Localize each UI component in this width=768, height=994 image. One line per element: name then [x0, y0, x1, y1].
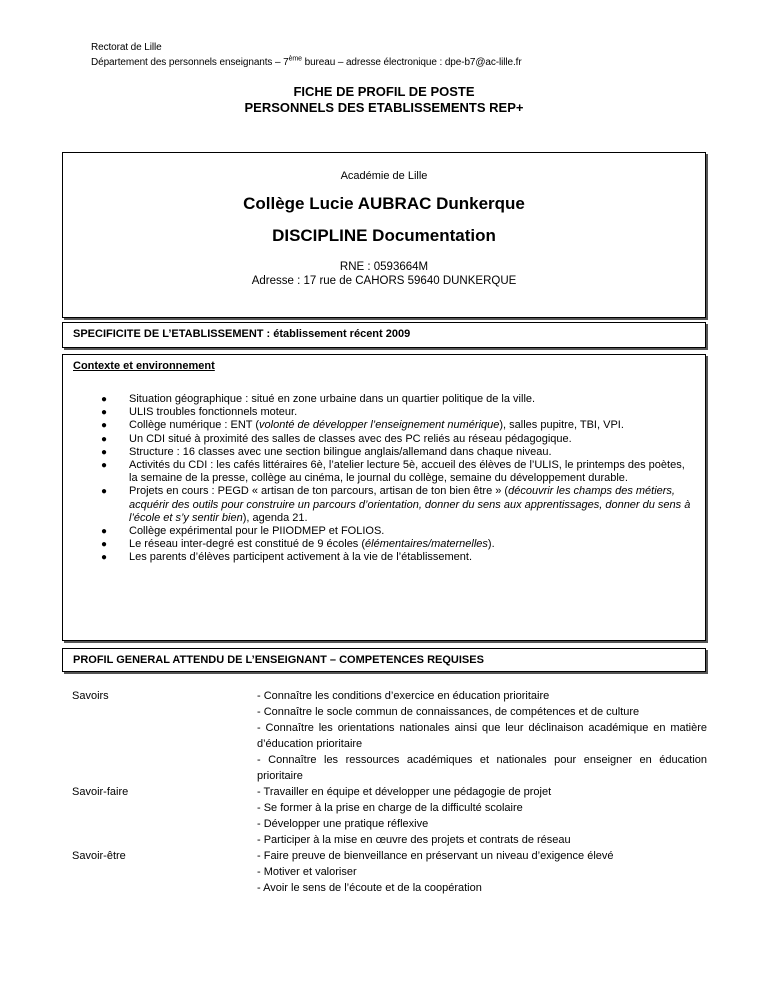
savoir-etre-item: - Avoir le sens de l’écoute et de la coopération — [257, 882, 482, 894]
list-item — [73, 525, 693, 538]
savoir-faire-label: Savoir-faire — [72, 786, 129, 798]
list-item — [73, 393, 693, 406]
contexte-box — [62, 354, 706, 641]
competences-list — [257, 688, 707, 896]
header-line-departement — [91, 55, 522, 70]
savoir-etre-item: - Faire preuve de bienveillance en préservant un niveau d’exigence élevé — [257, 850, 614, 862]
list-item — [73, 485, 693, 525]
bullet-icon: ● — [101, 552, 108, 564]
document-title — [0, 84, 768, 116]
list-item-text: ULIS troubles fonctionnels moteur. — [129, 406, 298, 419]
header-dept-text: Département des personnels enseignants – 7 — [91, 57, 289, 68]
list-item-text: Projets en cours : PEGD « artisan de ton parcours, artisan de ton bien être » ( — [129, 485, 509, 498]
list-item-italic: volonté de développer l’enseignement numérique — [259, 419, 500, 432]
header-line-rectorat: Rectorat de Lille — [91, 42, 162, 53]
title-line-2: PERSONNELS DES ETABLISSEMENTS REP+ — [244, 100, 524, 115]
list-item — [73, 446, 693, 459]
list-item — [73, 419, 693, 432]
list-item-italic: élémentaires/maternelles — [365, 538, 488, 551]
list-item — [73, 551, 693, 564]
list-item-text: Collège expérimental pour le PIIODMEP et FOLIOS. — [129, 525, 385, 538]
list-item-text: ). — [487, 538, 495, 551]
list-item-text: Situation géographique : situé en zone urbaine dans un quartier politique de la ville. — [129, 393, 536, 405]
profil-box — [62, 648, 706, 672]
list-item-italic: découvrir les champs des métiers, acquérir des outils pour construire un parcours d’orientation, donner du sens aux apprentissages, donner du sens à l’école et s’y sentir bien — [129, 485, 691, 524]
list-item-text: Le réseau inter-degré est constitué de 9 écoles ( — [129, 538, 366, 551]
savoir-faire-item: - Se former à la prise en charge de la difficulté scolaire — [257, 802, 523, 814]
list-item-text: Activités du CDI : les cafés littéraires 6è, l’atelier lecture 5è, accueil des élèves de l’ULIS, le printemps des poètes, la semaine de la presse, collège au cinéma, le journal du collège, semaine du développement durable. — [129, 459, 685, 485]
list-item-text: Un CDI situé à proximité des salles de classes avec des PC reliés au réseau pédagogique. — [129, 432, 572, 445]
profil-title: PROFIL GENERAL ATTENDU DE L’ENSEIGNANT – COMPETENCES REQUISES — [73, 654, 484, 666]
list-item-text: ), salles pupitre, TBI, VPI. — [499, 419, 624, 432]
savoir-faire-item: - Développer une pratique réflexive — [257, 818, 429, 830]
rne-address-block — [63, 260, 705, 288]
bullet-icon: ● — [101, 460, 108, 472]
savoirs-item: - Connaître les conditions d’exercice en éducation prioritaire — [257, 690, 550, 702]
list-item-text: Collège numérique : ENT ( — [129, 419, 260, 432]
savoirs-label: Savoirs — [72, 690, 109, 702]
discipline-name: DISCIPLINE Documentation — [272, 226, 496, 245]
academie-label: Académie de Lille — [340, 170, 428, 182]
header-superscript: ème — [288, 55, 302, 63]
rne-code: RNE : 0593664M — [339, 261, 429, 273]
list-item — [73, 406, 693, 419]
savoir-faire-item: - Travailler en équipe et développer une pédagogie de projet — [257, 786, 552, 798]
header-email-text: bureau – adresse électronique : dpe-b7@ac-lille.fr — [301, 57, 522, 68]
bullet-icon: ● — [101, 539, 108, 551]
bullet-icon: ● — [101, 407, 108, 419]
savoir-faire-item: - Participer à la mise en œuvre des projets et contrats de réseau — [257, 834, 571, 846]
bullet-icon: ● — [101, 394, 108, 405]
list-item-text: Les parents d’élèves participent activement à la vie de l’établissement. — [129, 551, 473, 564]
list-item — [73, 433, 693, 446]
list-item-text: Structure : 16 classes avec une section bilingue anglais/allemand dans chaque niveau. — [129, 445, 552, 458]
list-item — [73, 459, 693, 485]
bullet-icon: ● — [101, 433, 108, 445]
specificite-box — [62, 322, 706, 348]
list-item — [73, 538, 693, 551]
bullet-icon: ● — [101, 526, 108, 538]
contexte-title: Contexte et environnement — [73, 360, 215, 372]
contexte-list — [73, 393, 693, 565]
list-item-text: ), agenda 21. — [242, 511, 308, 524]
identity-box — [62, 152, 706, 318]
title-line-1: FICHE DE PROFIL DE POSTE — [293, 84, 475, 99]
bullet-icon: ● — [101, 446, 108, 458]
bullet-icon: ● — [101, 420, 108, 432]
savoir-etre-item: - Motiver et valoriser — [257, 866, 357, 878]
savoirs-item: - Connaître les orientations nationales ainsi que leur déclinaison académique en matière d’éducation prioritaire — [257, 722, 707, 750]
school-address: Adresse : 17 rue de CAHORS 59640 DUNKERQUE — [251, 275, 517, 287]
savoirs-item: - Connaître le socle commun de connaissances, de compétences et de culture — [257, 706, 640, 718]
college-name: Collège Lucie AUBRAC Dunkerque — [243, 194, 525, 213]
document-header — [91, 40, 522, 70]
savoirs-item: - Connaître les ressources académiques et nationales pour enseigner en éducation prioritaire — [257, 754, 707, 782]
savoir-etre-label: Savoir-être — [72, 850, 126, 862]
specificite-text: SPECIFICITE DE L’ETABLISSEMENT : établissement récent 2009 — [73, 328, 411, 340]
bullet-icon: ● — [101, 486, 108, 498]
